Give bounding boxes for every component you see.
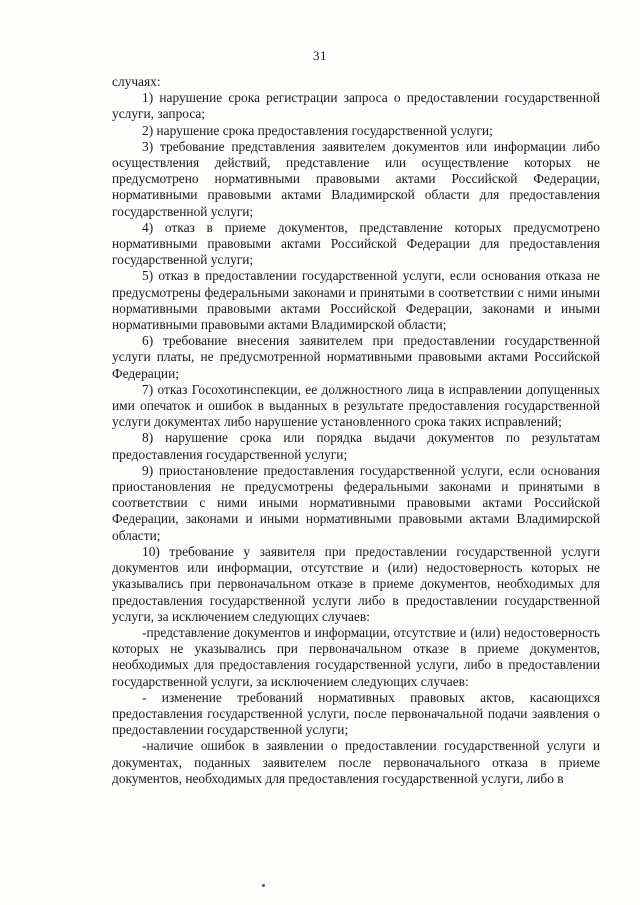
list-item-9: 9) приостановление предоставления государственной услуги, если основания приостановления не предусмотрены федеральными законами и принятыми в соответствии с ними иными нормативными правовыми актами Российской Федерации, законами и иными нормативными правовыми актами Владимирской области; [112, 462, 600, 543]
list-item-8: 8) нарушение срока или порядка выдачи документов по результатам предоставления государственной услуги; [112, 430, 600, 462]
list-item-5: 5) отказ в предоставлении государственной услуги, если основания отказа не предусмотрены федеральными законами и принятыми в соответствии с ними иными нормативными правовыми актами Российской Федерации, законами и иными нормативными правовыми актами Владимирской области; [112, 268, 600, 333]
sub-item-3: -наличие ошибок в заявлении о предоставлении государственной услуги и документах, поданных заявителем после первоначального отказа в приеме документов, необходимых для предоставления государственной услуги, либо в [112, 738, 600, 786]
list-item-2: 2) нарушение срока предоставления государственной услуги; [142, 122, 493, 138]
list-item-1: 1) нарушение срока регистрации запроса о предоставлении государственной услуги, запроса; [112, 90, 600, 122]
scan-speck [262, 884, 265, 887]
list-item-10: 10) требование у заявителя при предоставлении государственной услуги документов или информации, отсутствие и (или) недостоверность которых не указывались при первоначальном отказе в приеме документов, необходимых для предоставления государственной услуги либо в предоставлении государственной услуги, за исключением следующих случаев: [112, 543, 600, 624]
paragraph-intro: случаях: [112, 74, 161, 89]
document-body [112, 74, 600, 787]
list-item-7: 7) отказ Госохотинспекции, ее должностного лица в исправлении допущенных ими опечаток и ошибок в выданных в результате предоставления государственной услуги документах либо нарушение установленного срока таких исправлений; [112, 381, 600, 430]
page-number: 31 [313, 48, 327, 63]
list-item-6: 6) требование внесения заявителем при предоставлении государственной услуги платы, не предусмотренной нормативными правовыми актами Российской Федерации; [112, 333, 600, 381]
list-item-3: 3) требование представления заявителем документов или информации либо осуществления действий, представление или осуществление которых не предусмотрено нормативными правовыми актами Российской Федерации, нормативными правовыми актами Владимирской области для предоставления государственной услуги; [112, 138, 600, 219]
sub-item-1: -представление документов и информации, отсутствие и (или) недостоверность которых не указывались при первоначальном отказе в приеме документов, необходимых для предоставления государственной услуги, либо в предоставлении государственной услуги, за исключением следующих случаев: [112, 624, 600, 689]
list-item-4: 4) отказ в приеме документов, представление которых предусмотрено нормативными правовыми актами Российской Федерации для предоставления государственной услуги; [112, 219, 600, 268]
sub-item-2: - изменение требований нормативных правовых актов, касающихся предоставления государственной услуги, после первоначальной подачи заявления о предоставлении государственной услуги; [112, 689, 600, 738]
